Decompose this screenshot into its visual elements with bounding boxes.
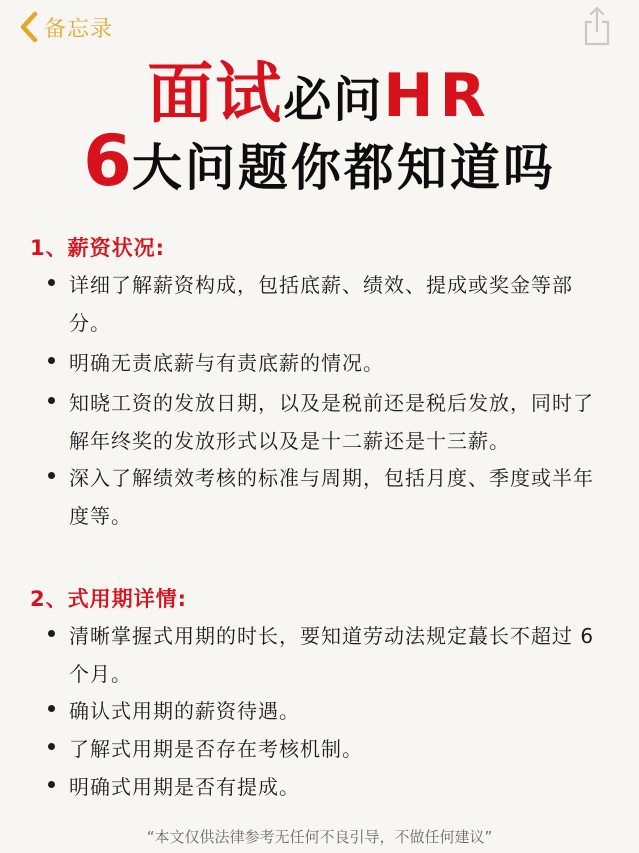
headline-hr-text: HR	[383, 61, 492, 131]
list-item	[48, 692, 608, 730]
bullet-dot	[48, 279, 55, 286]
list-item-text: 知晓工资的发放日期，以及是税前还是税后发放，同时了解年终奖的发放形式以及是十二薪还是十三薪。	[69, 391, 594, 453]
list-item-text: 明确式用期是否有提成。	[69, 775, 300, 799]
list-item	[48, 344, 608, 382]
headline-red-text: 面试	[147, 55, 284, 132]
list-item-text: 深入了解绩效考核的标准与周期，包括月度、季度或半年度等。	[69, 466, 594, 528]
list-item	[48, 384, 608, 460]
list-item-text: 明确无责底薪与有责底薪的情况。	[69, 351, 384, 375]
list-item	[48, 617, 608, 693]
disclaimer-text: “本文仅供法律参考无任何不良引导，不做任何建议”	[146, 828, 493, 846]
headline-number: 6	[83, 120, 132, 202]
section-title-probation: 2、式用期详情:	[30, 587, 188, 611]
list-item	[48, 459, 608, 535]
back-label: 备忘录	[44, 16, 114, 42]
list-item-text: 详细了解薪资构成，包括底薪、绩效、提成或奖金等部分。	[69, 273, 573, 335]
bullet-dot	[48, 397, 55, 404]
list-item-text: 了解式用期是否存在考核机制。	[69, 737, 363, 761]
bullet-dot	[48, 743, 55, 750]
list-item	[48, 730, 608, 768]
bullet-dot	[48, 630, 55, 637]
headline-black-text: 必问	[283, 72, 384, 128]
list-item	[48, 266, 608, 342]
bullet-dot	[48, 705, 55, 712]
bullet-dot	[48, 781, 55, 788]
back-button[interactable]	[18, 10, 113, 44]
list-item-text: 清晰掌握式用期的时长，要知道劳动法规定蕞长不超过 6 个月。	[69, 624, 595, 686]
headline-line-2	[0, 120, 639, 200]
list-item-text: 确认式用期的薪资待遇。	[69, 699, 300, 723]
bullet-dot	[48, 357, 55, 364]
headline-question-text: 大问题你都知道吗	[131, 139, 556, 197]
chevron-left-icon	[18, 10, 40, 44]
list-item	[48, 768, 608, 806]
headline-line-1	[0, 40, 639, 132]
section-title-salary: 1、薪资状况:	[30, 236, 166, 260]
bullet-dot	[48, 472, 55, 479]
